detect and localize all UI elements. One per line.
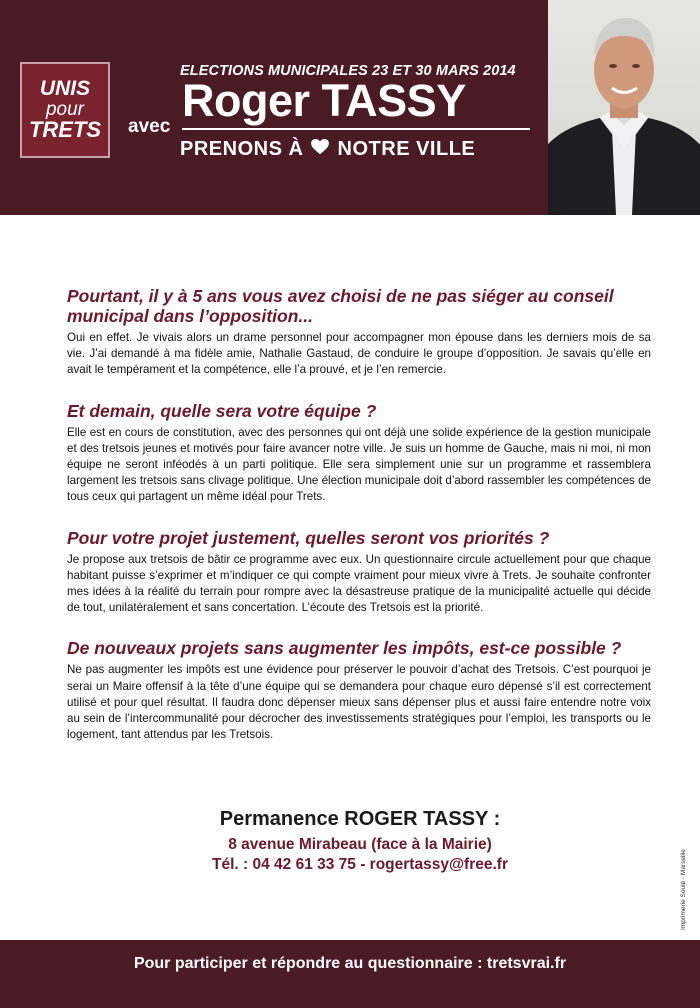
interview-content (67, 286, 651, 765)
slogan-start: PRENONS À (180, 138, 304, 160)
section-heading: Pourtant, il y à 5 ans vous avez choisi de ne pas siéger au conseil municipal dans l’opposition... (67, 286, 614, 326)
heart-icon (309, 138, 331, 161)
permanence-title: Permanence ROGER TASSY : (219, 808, 501, 830)
section-paragraph: Oui en effet. Je vivais alors un drame personnel pour accompagner mon épouse dans les derniers mois de sa vie. J’ai demandé à ma fidèle amie, Nathalie Gastaud, de conduire le groupe d’opposition. Je savais qu’elle en avait le tempérament et la compétence, elle l’a prouvé, et je l’en remercie. (67, 331, 651, 377)
name-underline (182, 128, 530, 130)
section-paragraph: Je propose aux tretsois de bâtir ce programme avec eux. Un questionnaire circule actuellement pour que chaque habitant puisse s’exprimer et m’indiquer ce qui compte vraiment pour mieux vivre à Trets. Je souhaite confronter mes idées à la réalité du terrain pour rompre avec la désastreuse pratique de la municipalité actuelle qui décide de tout, unilatéralement et sans concertation. L’écoute des Tretsois est la priorité. (67, 552, 651, 615)
candidate-photo (548, 0, 700, 215)
printer-credit: Imprimerie Soulé - Marseille (680, 849, 687, 930)
section-2 (67, 401, 651, 506)
permanence-contact: Tél. : 04 42 61 33 75 - rogertassy@free.fr (212, 856, 508, 873)
permanence-address: 8 avenue Mirabeau (face à la Mairie) (228, 836, 492, 853)
avec-label: avec (128, 116, 171, 137)
section-heading: Et demain, quelle sera votre équipe ? (67, 400, 377, 421)
candidate-name: Roger TASSY (182, 75, 466, 126)
slogan-end: NOTRE VILLE (337, 138, 476, 160)
badge-line-1: UNIS (39, 77, 91, 101)
section-1 (67, 286, 651, 379)
badge-line-3: TRETS (28, 117, 102, 143)
footer-cta: Pour participer et répondre au questionnaire : tretsvrai.fr (133, 955, 567, 972)
election-dates: ELECTIONS MUNICIPALES 23 ET 30 MARS 2014 (180, 63, 516, 79)
party-badge (20, 62, 110, 158)
section-heading: Pour votre projet justement, quelles seront vos priorités ? (67, 527, 550, 548)
section-4 (67, 638, 651, 743)
footer-banner (0, 940, 700, 1008)
section-3 (67, 528, 651, 617)
section-paragraph: Ne pas augmenter les impôts est une évidence pour préserver le pouvoir d’achat des Tretsois. C’est pourquoi je serai un Maire offensif à la tête d’une équipe qui se demandera pour chaque euro dépensé s’il est correctement utilisé et pour quel résultat. Il faudra donc dépenser mieux sans dépenser plus et aussi faire entendre notre voix au sein de l’intercommunalité pour décrocher des investissements stratégiques pour l’emploi, les transports ou le logement, tant attendus par les Tretsois. (67, 663, 651, 742)
section-paragraph: Elle est en cours de constitution, avec des personnes qui ont déjà une solide expérience de la gestion municipale et des tretsois jeunes et motivés pour faire avancer notre ville. Je suis un homme de Gauche, mais ni moi, ni mon équipe ne seront inféodés à un parti politique. Elle sera simplement unie sur un programme et rassemblera largement les tretsois sans clivage politique. Une élection municipale doit d’abord rassembler les compétences de tous ceux qui partagent un même idéal pour Trets. (67, 425, 651, 504)
badge-line-2: pour (45, 98, 85, 120)
slogan (180, 138, 475, 161)
section-heading: De nouveaux projets sans augmenter les impôts, est-ce possible ? (67, 638, 622, 659)
